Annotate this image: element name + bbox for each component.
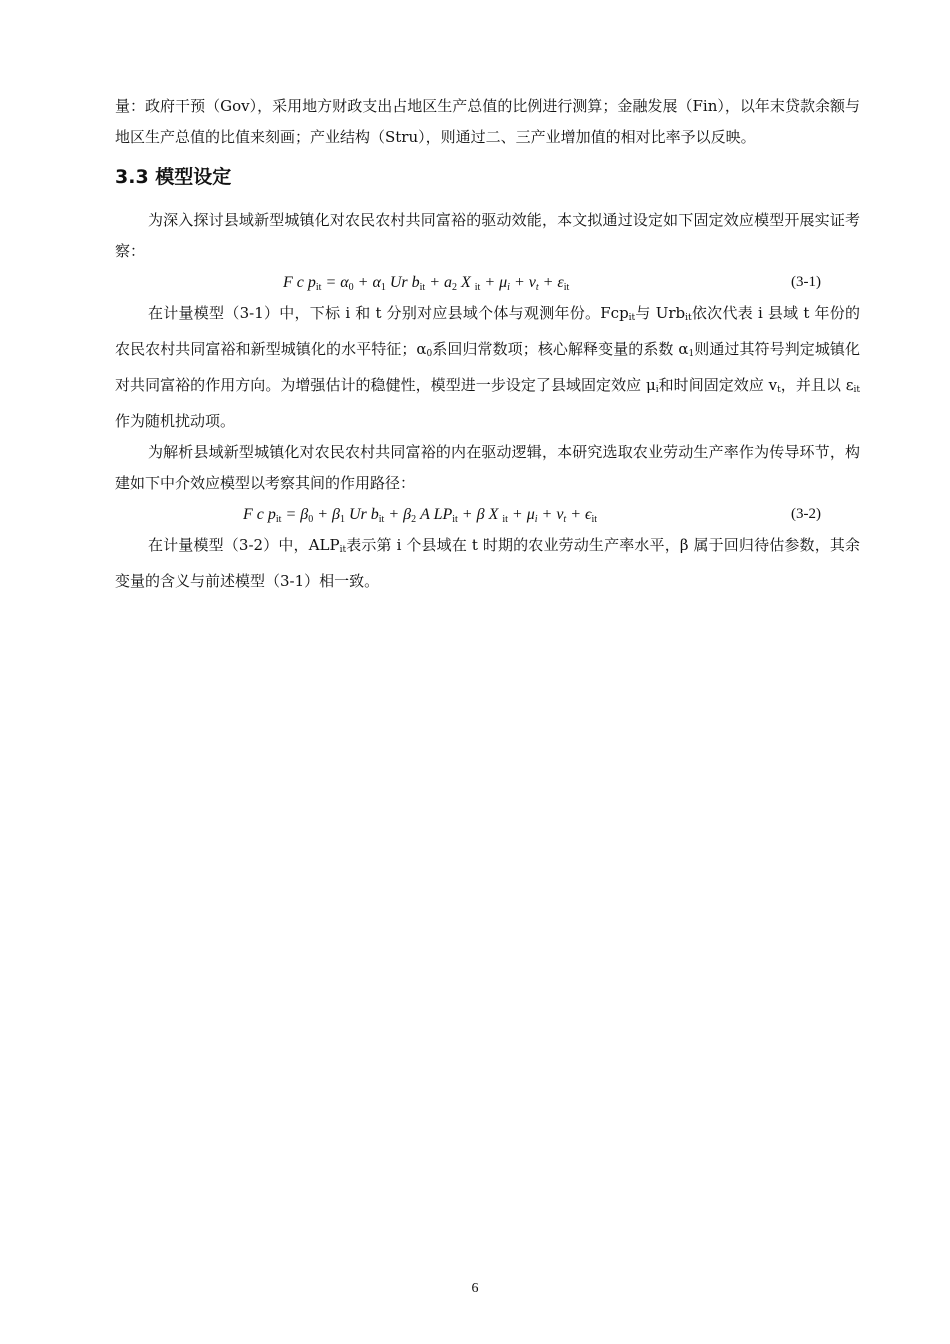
equation-3-1-number: (3-1) bbox=[791, 274, 821, 290]
equation-3-2-formula: F c $p_{it} = \beta_0 + \beta_1$ Ur $b_{it} + \beta_2$ A $LP_{it} + \beta$ X $_{it} + \mu_i + v_t + \epsilon_{it}$ bbox=[243, 506, 598, 525]
paragraph-model-explanation: 在计量模型（3-1）中，下标 i 和 t 分别对应县域个体与观测年份。Fcp$_{it}$与 Urb$_{it}$依次代表 i 县域 t 年份的农民农村共同富裕和新型城镇化的水平特征；$\alpha_0$系回归常数项；核心解释变量的系数 $\alpha_1$则通过其符号判定城镇化对共同富裕的作用方向。为增强估计的稳健性，模型进一步设定了县域固定效应 $\mu_i$和时间固定效应 $v_t$，并且以 $\varepsilon_{it}$作为随机扰动项。 bbox=[115, 304, 861, 430]
paragraph-mediation-explanation: 在计量模型（3-2）中，$ALP_{it}$表示第 i 个县域在 t 时期的农业劳动生产率水平，β 属于回归待估参数，其余变量的含义与前述模型（3-1）相一致。 bbox=[115, 536, 860, 590]
equation-3-1 bbox=[115, 267, 860, 298]
page-content bbox=[115, 91, 860, 597]
page-number: 6 bbox=[471, 1281, 479, 1296]
equation-3-1-formula: F c $p_{it} = \alpha_0 + \alpha_1$ Ur $b_{it} + a_2$ X $_{it} + \mu_i + v_t + \varepsilon_{it}$ bbox=[283, 274, 570, 293]
equation-3-2 bbox=[115, 499, 860, 530]
paragraph-control-variables: 量：政府干预（Gov），采用地方财政支出占地区生产总值的比例进行测算；金融发展（Fin），以年末贷款余额与地区生产总值的比值来刻画；产业结构（Stru），则通过二、三产业增加值的相对比率予以反映。 bbox=[115, 97, 860, 146]
paragraph-model-intro: 为深入探讨县域新型城镇化对农民农村共同富裕的驱动效能，本文拟通过设定如下固定效应模型开展实证考察： bbox=[115, 211, 860, 260]
equation-3-2-number: (3-2) bbox=[791, 506, 821, 522]
section-heading: 3.3 模型设定 bbox=[115, 166, 232, 188]
paragraph-mediation-intro: 为解析县域新型城镇化对农民农村共同富裕的内在驱动逻辑，本研究选取农业劳动生产率作为传导环节，构建如下中介效应模型以考察其间的作用路径： bbox=[115, 443, 860, 492]
